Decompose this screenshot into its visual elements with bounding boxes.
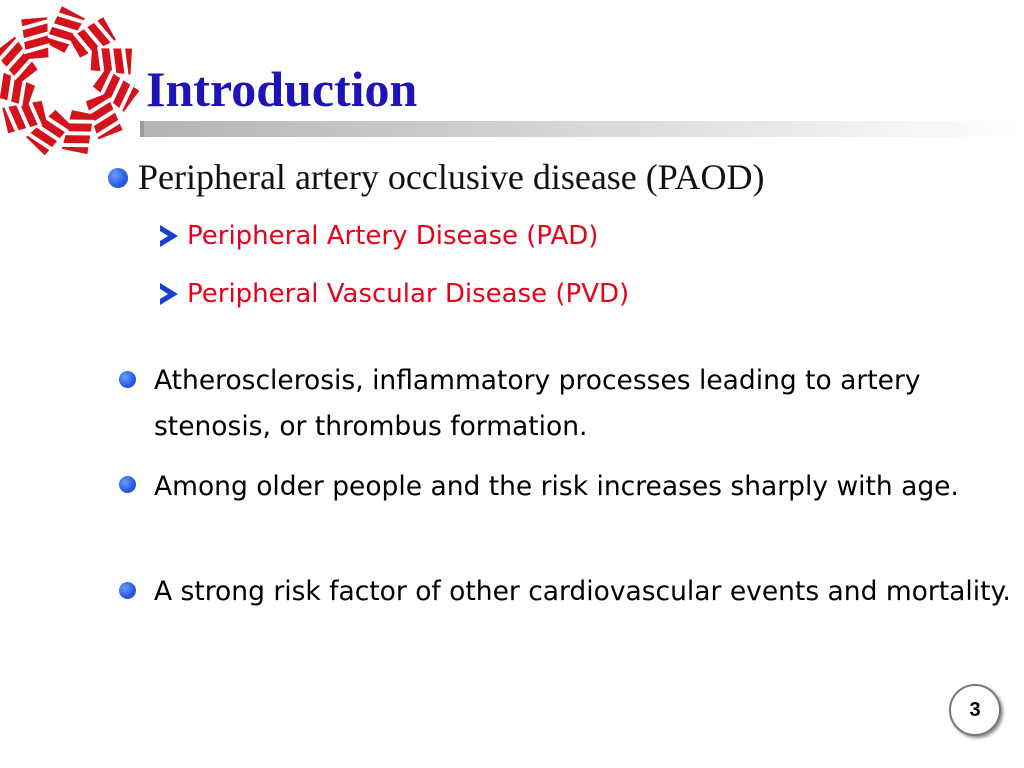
bullet-risk-factor: A strong risk factor of other cardiovascular events and mortality. [154,576,1011,607]
main-bullet-text: Peripheral artery occlusive disease (PAOD) [138,157,765,197]
arrow-bullet-icon [160,225,178,247]
bullet-dot-icon [119,476,136,493]
title-underline-accent [140,121,144,137]
bullet-older-people: Among older people and the risk increases sharply with age. [154,471,959,502]
page-number-badge [949,684,1001,736]
slide-title: Introduction [146,61,418,117]
title-underline-bar [140,121,1024,137]
logo-wedge [21,17,50,59]
arrow-bullet-icon [160,283,178,305]
bullet-dot-icon [108,168,128,188]
bullet-dot-icon [119,582,136,599]
page-number: 3 [969,698,981,721]
bullet-dot-icon [119,371,136,388]
bullet-atherosclerosis: Atherosclerosis, inflammatory processes leading to artery stenosis, or thrombus formation. [154,365,921,442]
sub-bullet-pvd: Peripheral Vascular Disease (PVD) [187,279,630,309]
logo-icon [0,0,140,165]
sub-bullet-pad: Peripheral Artery Disease (PAD) [187,221,599,251]
